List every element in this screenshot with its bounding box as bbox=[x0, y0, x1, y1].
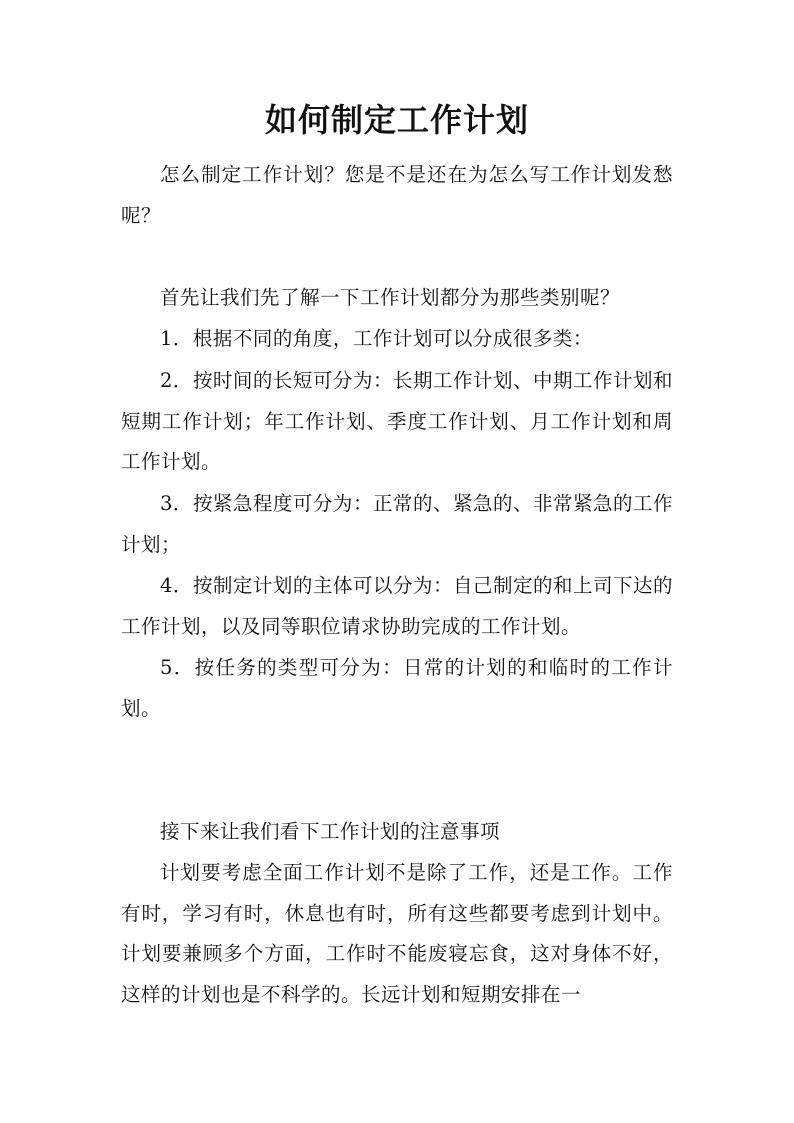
paragraph-item-2: 2．按时间的长短可分为：长期工作计划、中期工作计划和短期工作计划；年工作计划、季度工作计划、月工作计划和周工作计划。 bbox=[121, 369, 673, 473]
paragraph-notes-heading: 接下来让我们看下工作计划的注意事项 bbox=[160, 820, 501, 843]
paragraph-item-1: 1．根据不同的角度，工作计划可以分成很多类： bbox=[160, 327, 593, 350]
paragraph-intro: 怎么制定工作计划？您是不是还在为怎么写工作计划发愁呢？ bbox=[121, 163, 673, 227]
paragraph-item-4: 4．按制定计划的主体可以分为：自己制定的和上司下达的工作计划，以及同等职位请求协助完成的工作计划。 bbox=[121, 574, 673, 638]
paragraph-item-5: 5．按任务的类型可分为：日常的计划的和临时的工作计划。 bbox=[121, 656, 673, 720]
document-title: 如何制定工作计划 bbox=[264, 101, 529, 139]
paragraph-item-3: 3．按紧急程度可分为：正常的、紧急的、非常紧急的工作计划； bbox=[121, 492, 673, 556]
paragraph-categories-question: 首先让我们先了解一下工作计划都分为那些类别呢？ bbox=[160, 286, 621, 309]
paragraph-notes-body: 计划要考虑全面工作计划不是除了工作，还是工作。工作有时，学习有时，休息也有时，所有这些都要考虑到计划中。计划要兼顾多个方面，工作时不能废寝忘食，这对身体不好，这样的计划也是不科学的。长远计划和短期安排在一 bbox=[121, 861, 673, 1006]
